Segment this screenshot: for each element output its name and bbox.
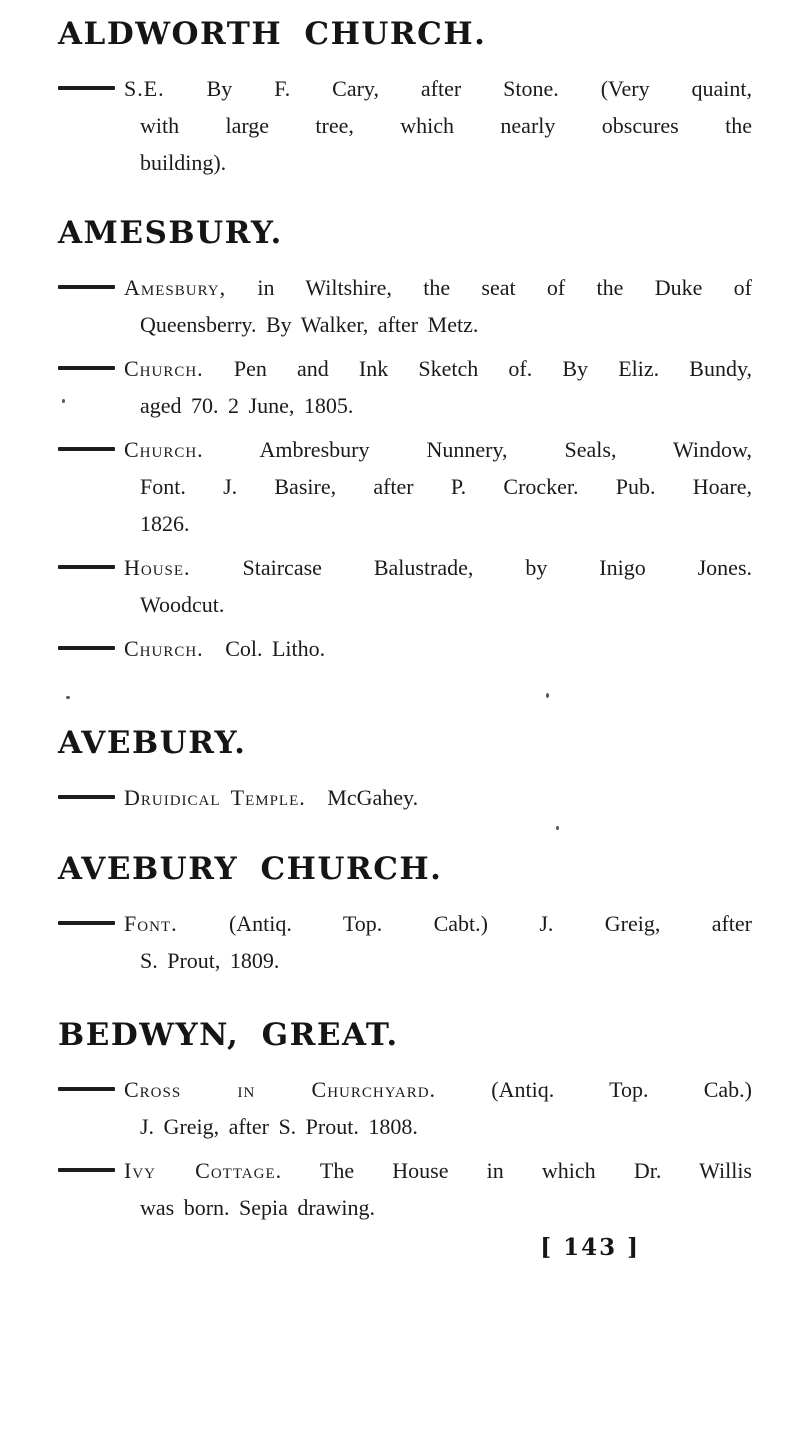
entry-text: Pen and Ink Sketch of. By Eliz. Bundy, [233,356,753,381]
entry-first-line [58,1152,752,1189]
page-number-label: [ 143 ] [540,1234,640,1261]
ditto-dash-lead [58,1077,436,1102]
ditto-dash-lead [58,785,318,810]
catalog-entry [58,269,752,343]
ditto-dash-icon [58,795,115,799]
ditto-dash-icon [58,921,115,925]
section-entries [58,269,752,667]
entry-first-line [58,549,752,586]
scan-artifact-dot [546,693,549,698]
entry-continuation-line: 1826. [140,511,190,536]
catalog-section [58,213,752,667]
catalog-section [58,723,752,816]
catalog-entry [58,1152,752,1226]
section-entries [58,905,752,979]
catalog-entry [58,549,752,623]
entry-continuation-line: Queensberry. By Walker, after Metz. [140,312,479,337]
ditto-dash-icon [58,285,115,289]
catalog-entry [58,779,752,816]
scan-artifact-dot [556,826,559,830]
entry-lead: Church. [124,636,204,661]
section-heading: AVEBURY CHURCH. [58,851,443,887]
entry-lead: Church. [124,356,204,381]
entry-first-line [58,269,752,306]
section-entries [58,1071,752,1226]
section-heading: AMESBURY. [58,215,283,251]
entry-text: By F. Cary, after Stone. (Very quaint, [206,76,752,101]
ditto-dash-icon [58,646,115,650]
entry-first-line [58,1071,752,1108]
catalog-entry [58,350,752,424]
scan-artifact-dot [62,399,65,403]
catalog-section [58,849,752,979]
ditto-dash-icon [58,1168,115,1172]
entry-first-line [58,431,752,468]
entry-first-line [58,350,752,387]
entry-lead: House. [124,555,191,580]
ditto-dash-lead [58,356,204,381]
catalog-entry [58,905,752,979]
ditto-dash-lead [58,76,165,101]
entry-continuation-line: Woodcut. [140,592,225,617]
entry-text: Staircase Balustrade, by Inigo Jones. [242,555,753,580]
scan-artifact-dot [66,696,70,699]
section-entries [58,779,752,816]
entry-continuation-line: building). [140,150,227,175]
ditto-dash-icon [58,565,115,569]
catalog-entry [58,431,752,542]
section-heading: ALDWORTH CHURCH. [58,16,487,52]
entry-text: (Antiq. Top. Cabt.) J. Greig, after [228,911,752,936]
section-heading: BEDWYN, GREAT. [58,1017,399,1053]
entry-continuation-line: J. Greig, after S. Prout. 1808. [140,1114,418,1139]
catalog-section [58,14,752,181]
entry-lead: Church. [124,437,204,462]
entry-text: Col. Litho. [225,636,326,661]
entry-continuation-line: S. Prout, 1809. [140,948,280,973]
section-heading: AVEBURY. [58,725,247,761]
entry-lead: Druidical Temple. [124,785,306,810]
entry-continuation-line: was born. Sepia drawing. [140,1195,376,1220]
ditto-dash-icon [58,447,115,451]
ditto-dash-lead [58,1158,282,1183]
ditto-dash-lead [58,275,226,300]
ditto-dash-lead [58,555,191,580]
entry-lead: S.E. [124,76,165,101]
ditto-dash-lead [58,911,178,936]
catalog-entry [58,630,752,667]
entry-continuation-line: Font. J. Basire, after P. Crocker. Pub. Hoare, [140,474,752,499]
section-entries [58,70,752,181]
entry-text: in Wiltshire, the seat of the Duke of [257,275,752,300]
ditto-dash-icon [58,366,115,370]
entry-first-line [58,70,752,107]
entry-continuation-line: with large tree, which nearly obscures the [140,113,752,138]
entry-lead: Font. [124,911,178,936]
entry-text: McGahey. [327,785,419,810]
entry-lead: Ivy Cottage. [124,1158,283,1183]
entry-continuation-line: aged 70. 2 June, 1805. [140,393,354,418]
catalog-sections [58,14,752,1226]
entry-first-line [58,779,752,816]
catalog-entry [58,1071,752,1145]
entry-first-line [58,630,752,667]
entry-text: Ambresbury Nunnery, Seals, Window, [259,437,752,462]
ditto-dash-icon [58,1087,115,1091]
entry-lead: Amesbury, [124,275,227,300]
catalog-entry [58,70,752,181]
ditto-dash-lead [58,437,204,462]
entry-text: The House in which Dr. Willis [319,1158,752,1183]
entry-text: (Antiq. Top. Cab.) [491,1077,752,1102]
catalog-section [58,1015,752,1226]
entry-first-line [58,905,752,942]
ditto-dash-icon [58,86,115,90]
entry-lead: Cross in Churchyard. [124,1077,437,1102]
ditto-dash-lead [58,636,216,661]
